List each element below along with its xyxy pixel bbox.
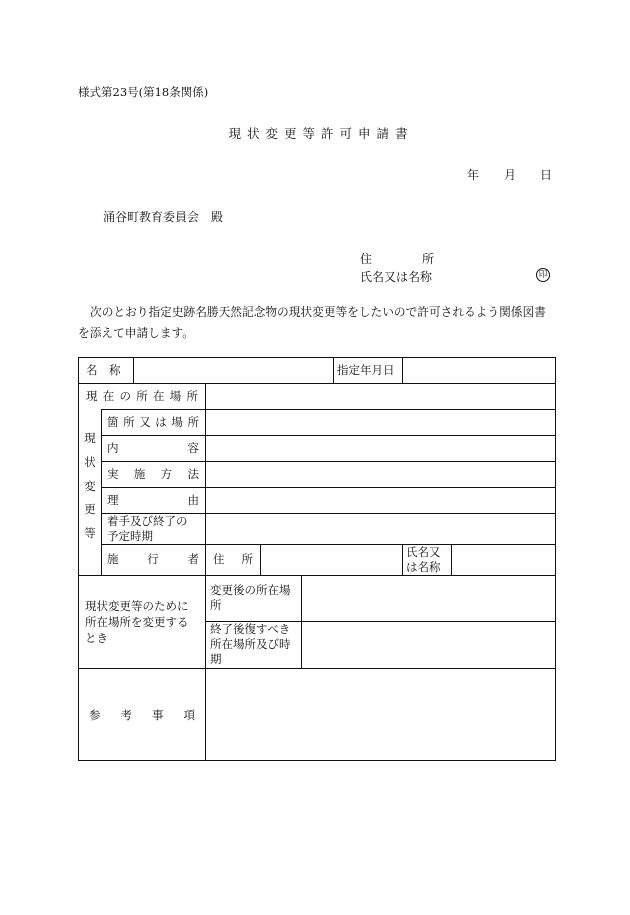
- column-divider: [333, 358, 334, 383]
- reason-field[interactable]: [206, 488, 555, 513]
- current-location-label: 現 在 の 所 在 場 所: [86, 389, 198, 403]
- document-title: 現状変更等許可申請書: [228, 126, 414, 141]
- designated-date-field[interactable]: [403, 358, 555, 383]
- place-field[interactable]: [206, 410, 555, 435]
- executor-name-field[interactable]: [452, 545, 555, 575]
- relocation-restore-field[interactable]: [302, 622, 555, 668]
- executor-address-field[interactable]: [261, 545, 401, 575]
- change-group-label: 現 状 変 更 等: [84, 431, 96, 540]
- application-statement: [78, 302, 558, 344]
- seal-mark: 印: [536, 268, 550, 282]
- date-day-label: 日: [540, 168, 553, 182]
- column-divider: [402, 544, 403, 575]
- applicant-address-label-1: 住: [360, 252, 373, 266]
- statement-line-2: を添えて申請します。: [78, 326, 194, 340]
- current-location-field[interactable]: [206, 384, 555, 409]
- recipient: 涌谷町教育委員会 殿: [103, 210, 224, 224]
- remarks-field[interactable]: [206, 669, 555, 760]
- relocation-after-field[interactable]: [302, 576, 555, 621]
- name-label-char-2: 称: [109, 363, 121, 377]
- relocation-after-label: 変更後の所在場 所: [210, 583, 291, 612]
- reason-label: 理 由: [107, 493, 199, 507]
- schedule-field[interactable]: [206, 514, 555, 544]
- executor-name-label: 氏名又 は名称: [406, 545, 441, 574]
- designated-date-label: 指定年月日: [337, 363, 395, 377]
- application-form-table: [78, 357, 556, 761]
- form-number: 様式第23号(第18条関係): [78, 85, 209, 99]
- content-label: 内 容: [107, 441, 199, 455]
- method-label: 実 施 方 法: [107, 467, 199, 481]
- relocation-restore-label: 終了後復すべき 所在場所及び時 期: [210, 622, 291, 666]
- date-month-label: 月: [504, 168, 517, 182]
- executor-label: 施 行 者: [107, 552, 199, 566]
- relocation-label: 現状変更等のために 所在場所を変更する とき: [85, 599, 189, 645]
- column-divider: [101, 409, 102, 575]
- method-field[interactable]: [206, 462, 555, 487]
- content-field[interactable]: [206, 436, 555, 461]
- applicant-address-label-2: 所: [422, 252, 435, 266]
- applicant-name-label: 氏名又は名称: [360, 270, 433, 284]
- date-year-label: 年: [467, 168, 480, 182]
- property-name-field[interactable]: [134, 358, 332, 383]
- executor-address-label: 住 所: [213, 552, 253, 566]
- remarks-label: 参 考 事 項: [89, 708, 195, 722]
- name-label-char-1: 名: [86, 363, 98, 377]
- statement-line-1: 次のとおり指定史跡名勝天然記念物の現状変更等をしたいので許可されるよう関係図書: [90, 305, 546, 319]
- place-label: 箇 所 又 は 場 所: [107, 415, 199, 429]
- schedule-label: 着手及び終了の 予定時期: [107, 514, 188, 543]
